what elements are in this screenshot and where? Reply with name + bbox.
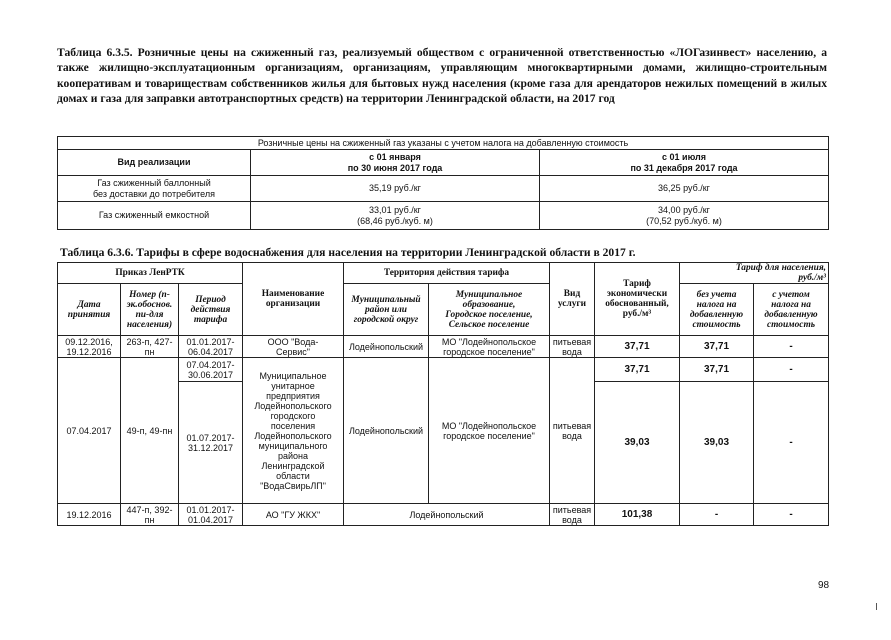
with-vat-header: с учетом налога на добавленную стоимость [754, 284, 829, 336]
price-cell: 33,01 руб./кг (68,46 руб./куб. м) [251, 202, 540, 230]
territory-header: Территория действия тарифа [344, 263, 550, 284]
with-vat-cell: - [754, 358, 829, 382]
with-vat-cell: - [754, 336, 829, 358]
table-row [58, 504, 829, 526]
service-cell: питьевая вода [550, 358, 595, 504]
tariff-cell: 37,71 [595, 358, 680, 382]
org-cell: Муниципальное унитарное предприятия Лодейнопольского городского поселения Лодейнопольского муниципального района Ленинградской области "ВодаСвирьЛП" [243, 358, 344, 504]
table1-title: Таблица 6.3.5. Розничные цены на сжиженный газ, реализуемый обществом с ограниченной ответственностью «ЛОГазинвест» населению, а также жилищно-эксплуатационным организациям, организациям, управляющим многоквартирными домами, жилищно-строительным кооперативам и товариществам собственников жилья для бытовых нужд населения (кроме газа для арендаторов нежилых помещений в жилых домах и газа для заправки автотранспортных средств) на территории Ленинградской области, на 2017 год [57, 46, 827, 106]
col-type-header: Вид реализации [58, 150, 251, 176]
number-cell: 263-п, 427- пн [121, 336, 179, 358]
service-cell: питьевая вода [550, 504, 595, 526]
tariff-cell: 37,71 [595, 336, 680, 358]
no-vat-header: без учета налога на добавленную стоимость [680, 284, 754, 336]
municipality-header: Муниципальное образование, Городское поселение, Сельское поселение [429, 284, 550, 336]
no-vat-cell: 37,71 [680, 336, 754, 358]
period-cell: 01.07.2017- 31.12.2017 [179, 382, 243, 504]
period2-header: с 01 июля по 31 декабря 2017 года [540, 150, 829, 176]
tariff-header: Тариф экономически обоснованный, руб./м³ [595, 263, 680, 336]
service-cell: питьевая вода [550, 336, 595, 358]
water-tariffs-table [57, 262, 829, 526]
period-cell: 07.04.2017- 30.06.2017 [179, 358, 243, 382]
no-vat-cell: 39,03 [680, 382, 754, 504]
org-header: Наименование организации [243, 263, 344, 336]
service-header: Вид услуги [550, 263, 595, 336]
date-cell: 09.12.2016, 19.12.2016 [58, 336, 121, 358]
period1-header: с 01 января по 30 июня 2017 года [251, 150, 540, 176]
date-header: Дата принятия [58, 284, 121, 336]
table-row [58, 336, 829, 358]
org-cell: АО "ГУ ЖКХ" [243, 504, 344, 526]
number-cell: 447-п, 392- пн [121, 504, 179, 526]
gas-prices-table [57, 136, 829, 230]
district-cell: Лодейнопольский [344, 336, 429, 358]
municipality-cell: МО "Лодейнопольское городское поселение" [429, 336, 550, 358]
pop-tariff-header: Тариф для населения, руб./м³ [680, 263, 829, 284]
period-cell: 01.01.2017- 06.04.2017 [179, 336, 243, 358]
price-cell: 36,25 руб./кг [540, 176, 829, 202]
tariff-cell: 39,03 [595, 382, 680, 504]
no-vat-cell: 37,71 [680, 358, 754, 382]
org-cell: ООО "Вода- Сервис" [243, 336, 344, 358]
order-header: Приказ ЛенРТК [58, 263, 243, 284]
tariff-cell: 101,38 [595, 504, 680, 526]
number-cell: 49-п, 49-пн [121, 358, 179, 504]
period-header: Период действия тарифа [179, 284, 243, 336]
municipality-cell: МО "Лодейнопольское городское поселение" [429, 358, 550, 504]
scan-mark [876, 603, 877, 610]
number-header: Номер (п- эк.обоснов. пи-для населения) [121, 284, 179, 336]
table2-title: Таблица 6.3.6. Тарифы в сфере водоснабжения для населения на территории Ленинградской области в 2017 г. [60, 246, 636, 259]
date-cell: 19.12.2016 [58, 504, 121, 526]
district-header: Муниципальный район или городской округ [344, 284, 429, 336]
vat-note: Розничные цены на сжиженный газ указаны с учетом налога на добавленную стоимость [58, 137, 829, 150]
page-number: 98 [818, 580, 830, 591]
table-row [58, 358, 829, 382]
gas-type-cell: Газ сжиженный баллонный без доставки до потребителя [58, 176, 251, 202]
table-row [58, 202, 829, 230]
with-vat-cell: - [754, 382, 829, 504]
gas-type-cell: Газ сжиженный емкостной [58, 202, 251, 230]
district-cell: Лодейнопольский [344, 358, 429, 504]
no-vat-cell: - [680, 504, 754, 526]
period-cell: 01.01.2017- 01.04.2017 [179, 504, 243, 526]
territory-cell: Лодейнопольский [344, 504, 550, 526]
price-cell: 34,00 руб./кг (70,52 руб./куб. м) [540, 202, 829, 230]
price-cell: 35,19 руб./кг [251, 176, 540, 202]
table-row [58, 176, 829, 202]
with-vat-cell: - [754, 504, 829, 526]
date-cell: 07.04.2017 [58, 358, 121, 504]
